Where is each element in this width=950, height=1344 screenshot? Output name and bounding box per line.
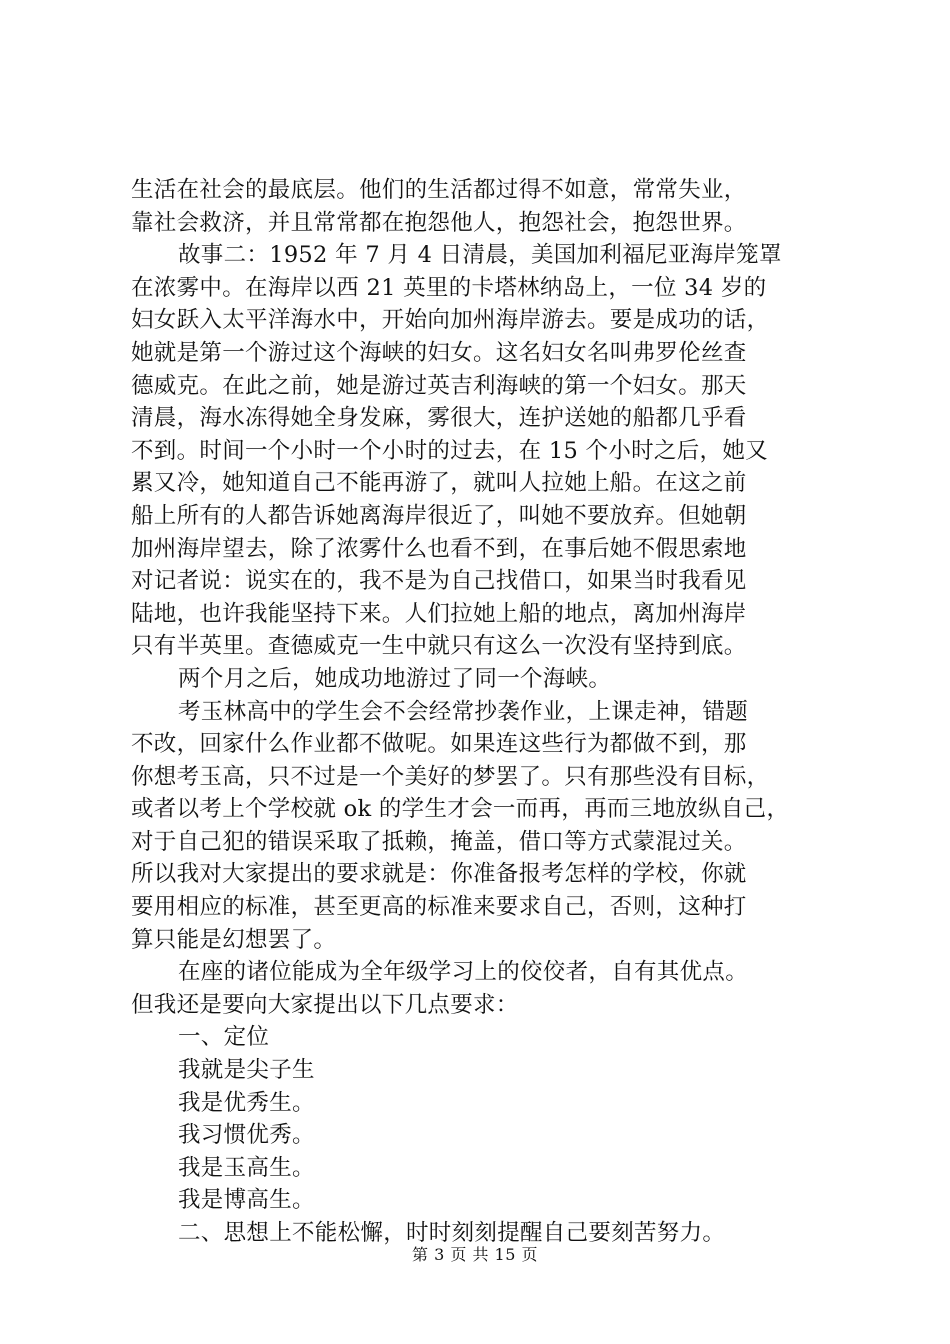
text-line: 你想考玉高，只不过是一个美好的梦罢了。只有那些没有目标， [131,763,770,790]
text-line: 我是博高生。 [178,1187,315,1214]
text-line: 累又冷，她知道自己不能再游了，就叫人拉她上船。在这之前 [131,470,747,497]
text-line: 清晨，海水冻得她全身发麻，雾很大，连护送她的船都几乎看 [131,405,747,432]
text-line: 加州海岸望去，除了浓雾什么也看不到，在事后她不假思索地 [131,535,747,562]
text-line: 我就是尖子生 [178,1057,315,1084]
body-text [131,174,831,1250]
text-line: 我习惯优秀。 [178,1122,315,1149]
text-line: 我是优秀生。 [178,1089,315,1116]
text-line: 或者以考上个学校就 ok 的学生才会一而再，再而三地放纵自己， [131,796,790,823]
text-line: 靠社会救济，并且常常都在抱怨他人，抱怨社会，抱怨世界。 [131,209,747,236]
text-line: 所以我对大家提出的要求就是：你准备报考怎样的学校，你就 [131,861,747,888]
text-line: 陆地，也许我能坚持下来。人们拉她上船的地点，离加州海岸 [131,600,747,627]
text-line: 故事二：1952 年 7 月 4 日清晨，美国加利福尼亚海岸笼罩 [178,242,782,269]
text-line: 她就是第一个游过这个海峡的妇女。这名妇女名叫弗罗伦丝查 [131,339,747,366]
text-line: 算只能是幻想罢了。 [131,926,337,953]
text-line: 一、定位 [178,1024,270,1051]
text-line: 但我还是要向大家提出以下几点要求： [131,991,519,1018]
page-footer: 第 3 页 共 15 页 [412,1245,538,1264]
text-line: 生活在社会的最底层。他们的生活都过得不如意，常常失业， [131,177,747,203]
text-line: 妇女跃入太平洋海水中，开始向加州海岸游去。要是成功的话， [131,307,770,334]
text-line: 船上所有的人都告诉她离海岸很近了，叫她不要放弃。但她朝 [131,502,747,529]
text-line: 对于自己犯的错误采取了抵赖，掩盖，借口等方式蒙混过关。 [131,828,747,855]
text-line: 德威克。在此之前，她是游过英吉利海峡的第一个妇女。那天 [131,372,747,399]
text-line: 我是玉高生。 [178,1154,315,1181]
text-line: 两个月之后，她成功地游过了同一个海峡。 [178,665,612,692]
text-line: 只有半英里。查德威克一生中就只有这么一次没有坚持到底。 [131,633,747,660]
text-line: 在座的诸位能成为全年级学习上的佼佼者，自有其优点。 [178,959,749,986]
text-line: 不改，回家什么作业都不做呢。如果连这些行为都做不到，那 [131,731,747,758]
text-line: 不到。时间一个小时一个小时的过去，在 15 个小时之后，她又 [131,437,768,464]
text-line: 二、思想上不能松懈，时时刻刻提醒自己要刻苦努力。 [178,1220,726,1246]
text-line: 考玉林高中的学生会不会经常抄袭作业，上课走神，错题 [178,698,749,725]
text-line: 对记者说：说实在的，我不是为自己找借口，如果当时我看见 [131,568,747,595]
text-line: 要用相应的标准，甚至更高的标准来要求自己，否则，这种打 [131,894,747,921]
text-line: 在浓雾中。在海岸以西 21 英里的卡塔林纳岛上，一位 34 岁的 [131,274,767,301]
